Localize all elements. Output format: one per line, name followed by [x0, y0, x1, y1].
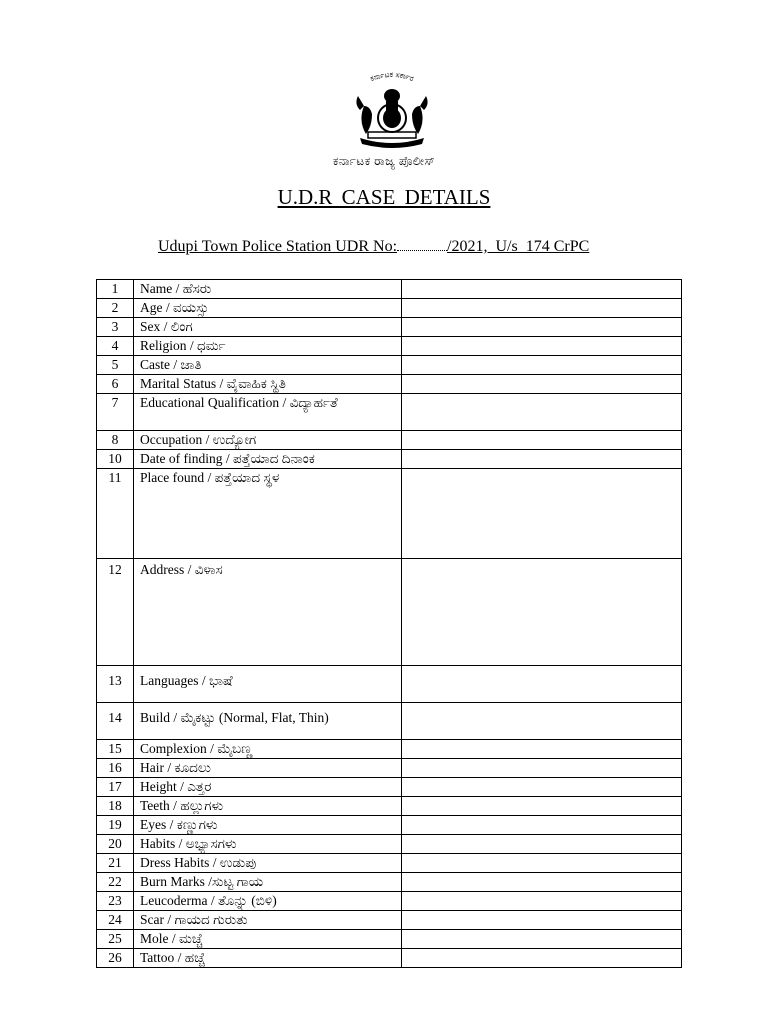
row-number: 13 — [97, 666, 134, 703]
row-label: Address / ವಿಳಾಸ — [134, 559, 402, 666]
row-number: 8 — [97, 431, 134, 450]
table-row — [97, 703, 682, 740]
row-number: 12 — [97, 559, 134, 666]
udr-number-blank — [397, 236, 447, 251]
row-label: Educational Qualification / ವಿದ್ಯಾರ್ಹತೆ — [134, 394, 402, 431]
row-value-field[interactable] — [402, 740, 682, 759]
row-value-field[interactable] — [402, 666, 682, 703]
row-label: Tattoo / ಹಚ್ಚೆ — [134, 949, 402, 968]
table-row — [97, 666, 682, 703]
table-row — [97, 450, 682, 469]
department-name: ಕರ್ನಾಟಕ ರಾಜ್ಯ ಪೊಲೀಸ್ — [332, 154, 436, 168]
row-number: 25 — [97, 930, 134, 949]
table-row — [97, 835, 682, 854]
row-number: 16 — [97, 759, 134, 778]
row-value-field[interactable] — [402, 394, 682, 431]
row-number: 20 — [97, 835, 134, 854]
udr-number-line — [158, 236, 589, 256]
row-value-field[interactable] — [402, 759, 682, 778]
table-row — [97, 873, 682, 892]
row-number: 24 — [97, 911, 134, 930]
row-label: Scar / ಗಾಯದ ಗುರುತು — [134, 911, 402, 930]
table-row — [97, 337, 682, 356]
row-value-field[interactable] — [402, 431, 682, 450]
row-label: Age / ವಯಸ್ಸು — [134, 299, 402, 318]
row-label: Habits / ಅಭ್ಯಾಸಗಳು — [134, 835, 402, 854]
row-number: 15 — [97, 740, 134, 759]
row-number: 19 — [97, 816, 134, 835]
table-row — [97, 854, 682, 873]
row-label: Mole / ಮಚ್ಚೆ — [134, 930, 402, 949]
row-value-field[interactable] — [402, 299, 682, 318]
table-row — [97, 356, 682, 375]
table-row — [97, 431, 682, 450]
row-number: 7 — [97, 394, 134, 431]
row-value-field[interactable] — [402, 778, 682, 797]
row-label: Caste / ಜಾತಿ — [134, 356, 402, 375]
table-row — [97, 816, 682, 835]
row-number: 11 — [97, 469, 134, 559]
row-label: Height / ಎತ್ತರ — [134, 778, 402, 797]
table-row — [97, 280, 682, 299]
row-label: Languages / ಭಾಷೆ — [134, 666, 402, 703]
row-number: 5 — [97, 356, 134, 375]
table-row — [97, 469, 682, 559]
row-number: 14 — [97, 703, 134, 740]
row-value-field[interactable] — [402, 703, 682, 740]
row-value-field[interactable] — [402, 375, 682, 394]
row-label: Hair / ಕೂದಲು — [134, 759, 402, 778]
row-label: Eyes / ಕಣ್ಣುಗಳು — [134, 816, 402, 835]
row-value-field[interactable] — [402, 930, 682, 949]
emblem-text: ಕರ್ನಾಟಕ ಸರ್ಕಾರ — [368, 69, 416, 84]
row-number: 18 — [97, 797, 134, 816]
table-row — [97, 559, 682, 666]
row-label: Burn Marks /ಸುಟ್ಟ ಗಾಯ — [134, 873, 402, 892]
row-number: 21 — [97, 854, 134, 873]
row-label: Marital Status / ವೈವಾಹಿಕ ಸ್ಥಿತಿ — [134, 375, 402, 394]
row-label: Date of finding / ಪತ್ತೆಯಾದ ದಿನಾಂಕ — [134, 450, 402, 469]
table-row — [97, 394, 682, 431]
row-number: 6 — [97, 375, 134, 394]
row-number: 4 — [97, 337, 134, 356]
table-row — [97, 797, 682, 816]
row-value-field[interactable] — [402, 835, 682, 854]
table-row — [97, 930, 682, 949]
karnataka-emblem-icon — [348, 66, 436, 154]
table-row — [97, 911, 682, 930]
row-label: Build / ಮೈಕಟ್ಟು (Normal, Flat, Thin) — [134, 703, 402, 740]
row-value-field[interactable] — [402, 450, 682, 469]
table-row — [97, 778, 682, 797]
station-label: Udupi Town Police Station UDR No: — [158, 238, 398, 255]
row-number: 23 — [97, 892, 134, 911]
row-label: Name / ಹೆಸರು — [134, 280, 402, 299]
table-row — [97, 892, 682, 911]
table-row — [97, 949, 682, 968]
row-value-field[interactable] — [402, 873, 682, 892]
row-number: 3 — [97, 318, 134, 337]
row-value-field[interactable] — [402, 892, 682, 911]
row-label: Complexion / ಮೈಬಣ್ಣ — [134, 740, 402, 759]
udr-details-table — [96, 279, 682, 968]
row-value-field[interactable] — [402, 816, 682, 835]
row-label: Religion / ಧರ್ಮ — [134, 337, 402, 356]
row-label: Dress Habits / ಉಡುಪು — [134, 854, 402, 873]
row-label: Occupation / ಉದ್ಯೋಗ — [134, 431, 402, 450]
row-value-field[interactable] — [402, 356, 682, 375]
row-number: 17 — [97, 778, 134, 797]
page-title: U.D.R CASE DETAILS — [277, 185, 491, 209]
row-value-field[interactable] — [402, 854, 682, 873]
table-row — [97, 299, 682, 318]
row-number: 1 — [97, 280, 134, 299]
row-value-field[interactable] — [402, 949, 682, 968]
table-row — [97, 318, 682, 337]
row-label: Leucoderma / ತೊನ್ನು (ಬಿಳಿ) — [134, 892, 402, 911]
case-reference: /2021, U/s 174 CrPC — [447, 238, 590, 255]
row-value-field[interactable] — [402, 337, 682, 356]
row-value-field[interactable] — [402, 318, 682, 337]
row-label: Teeth / ಹಲ್ಲುಗಳು — [134, 797, 402, 816]
row-value-field[interactable] — [402, 911, 682, 930]
row-number: 26 — [97, 949, 134, 968]
row-value-field[interactable] — [402, 280, 682, 299]
row-value-field[interactable] — [402, 797, 682, 816]
row-value-field[interactable] — [402, 559, 682, 666]
row-number: 10 — [97, 450, 134, 469]
row-label: Sex / ಲಿಂಗ — [134, 318, 402, 337]
table-row — [97, 759, 682, 778]
row-value-field[interactable] — [402, 469, 682, 559]
table-row — [97, 740, 682, 759]
row-label: Place found / ಪತ್ತೆಯಾದ ಸ್ಥಳ — [134, 469, 402, 559]
svg-text:ಕರ್ನಾಟಕ ಸರ್ಕಾರ — [369, 70, 415, 83]
row-number: 22 — [97, 873, 134, 892]
row-number: 2 — [97, 299, 134, 318]
table-row — [97, 375, 682, 394]
